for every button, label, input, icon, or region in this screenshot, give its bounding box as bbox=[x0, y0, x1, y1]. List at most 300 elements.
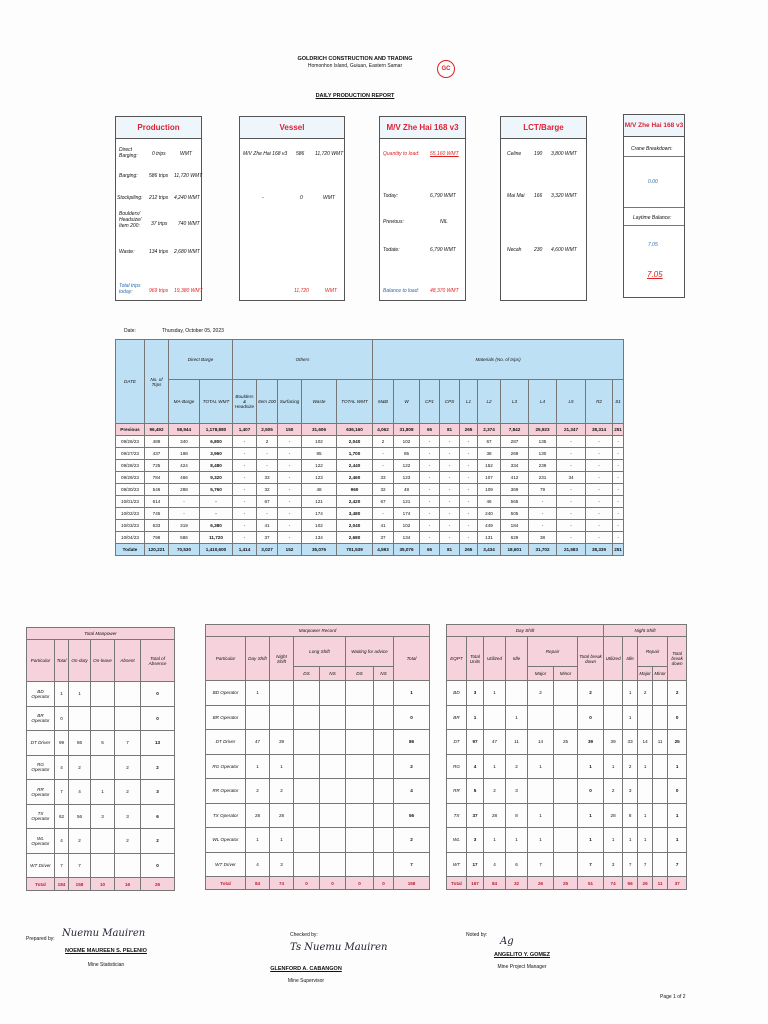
table-cell: - bbox=[586, 472, 613, 484]
table-cell: - bbox=[613, 472, 624, 484]
table-cell: 7 bbox=[69, 853, 91, 878]
checked-label: Checked by: bbox=[290, 932, 318, 938]
table-cell: 2,505 bbox=[257, 424, 278, 436]
table-cell: 152 bbox=[478, 460, 501, 472]
column-header: L4 bbox=[529, 380, 557, 424]
total-cell: 51 bbox=[578, 877, 604, 890]
table-cell bbox=[320, 803, 346, 828]
total-cell: 26 bbox=[141, 878, 175, 891]
table-cell: 1 bbox=[623, 828, 638, 853]
table-cell: 1 bbox=[467, 705, 484, 730]
table-cell bbox=[246, 705, 270, 730]
table-cell: 1 bbox=[668, 803, 687, 828]
table-cell: 123 bbox=[394, 472, 420, 484]
table-cell: - bbox=[460, 436, 478, 448]
table-cell: 1 bbox=[246, 754, 270, 779]
table-cell: 134 bbox=[302, 532, 337, 544]
table-cell: 102 bbox=[394, 520, 420, 532]
lct-trips: 230 bbox=[534, 247, 543, 253]
column-header: L1 bbox=[460, 380, 478, 424]
table-cell: - bbox=[440, 436, 460, 448]
column-header: L3 bbox=[501, 380, 529, 424]
mv-balance-label: Balance to load: bbox=[383, 288, 419, 294]
record-h-ds: DS bbox=[346, 667, 374, 681]
header-date: DATE bbox=[116, 340, 145, 424]
production-label: Boulders/ Headsize/ Item 200: bbox=[119, 211, 142, 229]
table-cell bbox=[294, 754, 320, 779]
table-cell: 2 bbox=[373, 436, 394, 448]
table-cell: 3,027 bbox=[257, 544, 278, 556]
table-cell: - bbox=[233, 436, 257, 448]
table-cell: 81 bbox=[440, 424, 460, 436]
crane-laytime-total: 7.05 bbox=[647, 270, 663, 279]
lct-box bbox=[500, 116, 587, 301]
header-direct-barge: Direct Barge bbox=[169, 340, 233, 380]
total-cell: 167 bbox=[467, 877, 484, 890]
table-cell: 46 bbox=[478, 496, 501, 508]
table-cell: 41 bbox=[373, 520, 394, 532]
table-cell: 489 bbox=[145, 436, 169, 448]
table-cell bbox=[653, 852, 668, 877]
page-footer: Page 1 of 2 bbox=[660, 994, 686, 1000]
table-cell: 33 bbox=[257, 472, 278, 484]
table-cell bbox=[294, 681, 320, 706]
table-row bbox=[27, 853, 175, 878]
equip-h-repair: Repair bbox=[638, 637, 668, 667]
table-cell bbox=[91, 706, 115, 731]
table-cell bbox=[346, 779, 374, 804]
table-cell: - bbox=[233, 520, 257, 532]
table-cell bbox=[653, 681, 668, 706]
row-label: 09/28/23 bbox=[116, 460, 145, 472]
table-cell: 7 bbox=[668, 852, 687, 877]
table-cell: 2 bbox=[115, 829, 141, 854]
table-cell: 7 bbox=[623, 852, 638, 877]
manpower-title: Total Manpower bbox=[27, 628, 175, 640]
table-row bbox=[116, 460, 624, 472]
table-cell: 109 bbox=[478, 484, 501, 496]
production-wmt: 11,720 WMT bbox=[174, 173, 203, 179]
vessel-wmt: WMT bbox=[323, 195, 335, 201]
table-cell: 6,380 bbox=[200, 520, 233, 532]
table-cell bbox=[294, 803, 320, 828]
table-row bbox=[27, 682, 175, 707]
table-cell: 2,440 bbox=[337, 460, 373, 472]
table-cell: 198 bbox=[169, 448, 200, 460]
table-row bbox=[447, 730, 687, 755]
table-row bbox=[206, 754, 430, 779]
prepared-label: Prepared by: bbox=[26, 936, 55, 942]
table-row bbox=[206, 681, 430, 706]
table-cell: 745 bbox=[145, 508, 169, 520]
table-cell: 1 bbox=[246, 828, 270, 853]
table-cell bbox=[346, 681, 374, 706]
table-cell: 2 bbox=[115, 780, 141, 805]
table-cell: 38 bbox=[529, 532, 557, 544]
table-row bbox=[27, 706, 175, 731]
production-label: Barging: bbox=[119, 173, 138, 179]
equipment-shift-table bbox=[446, 624, 687, 890]
column-header: L5 bbox=[557, 380, 586, 424]
table-cell: 614 bbox=[145, 496, 169, 508]
table-row bbox=[206, 705, 430, 730]
table-cell: 28 bbox=[604, 803, 623, 828]
table-cell: 14 bbox=[638, 730, 653, 755]
table-cell: 6,800 bbox=[200, 436, 233, 448]
table-cell: 1 bbox=[668, 754, 687, 779]
total-row bbox=[447, 877, 687, 890]
table-cell: - bbox=[278, 520, 302, 532]
table-cell: 102 bbox=[302, 436, 337, 448]
production-wmt: 4,240 WMT bbox=[174, 195, 200, 201]
table-cell: - bbox=[440, 484, 460, 496]
table-cell: 2 bbox=[141, 755, 175, 780]
table-cell: - bbox=[586, 484, 613, 496]
table-cell bbox=[554, 828, 578, 853]
table-cell: 4 bbox=[484, 852, 506, 877]
total-cell: 32 bbox=[506, 877, 528, 890]
header-materials: Materials (No. of trips) bbox=[373, 340, 624, 380]
row-label: DT Driver bbox=[27, 731, 55, 756]
table-row bbox=[116, 532, 624, 544]
table-cell bbox=[320, 779, 346, 804]
prepared-name: NOEME MAUREEN S. PELENIO bbox=[65, 948, 147, 954]
record-h-ns: NS bbox=[374, 667, 394, 681]
table-cell: 424 bbox=[169, 460, 200, 472]
table-cell: - bbox=[440, 532, 460, 544]
prepared-signature: Nuemu Mauiren bbox=[62, 928, 146, 939]
total-cell: 26 bbox=[638, 877, 653, 890]
equip-h-major: Major bbox=[528, 667, 554, 681]
row-label: 10/01/23 bbox=[116, 496, 145, 508]
table-row bbox=[116, 448, 624, 460]
divider bbox=[624, 156, 684, 157]
table-cell: 1 bbox=[623, 705, 638, 730]
total-cell: 84 bbox=[246, 877, 270, 890]
table-cell: 6 bbox=[506, 852, 528, 877]
table-cell bbox=[653, 779, 668, 804]
table-cell: 1 bbox=[91, 780, 115, 805]
table-cell bbox=[374, 730, 394, 755]
vessel-name: M/V Zhe Hai 168 v3 bbox=[243, 151, 288, 157]
table-cell: 1 bbox=[604, 828, 623, 853]
table-cell: 251 bbox=[613, 544, 624, 556]
table-cell: 58,944 bbox=[169, 424, 200, 436]
table-cell: 34 bbox=[557, 472, 586, 484]
row-label: DT Driver bbox=[206, 730, 246, 755]
table-cell: 1 bbox=[484, 828, 506, 853]
table-cell: - bbox=[613, 448, 624, 460]
table-cell: - bbox=[278, 448, 302, 460]
table-cell: 86 bbox=[69, 731, 91, 756]
equip-h-idle: Idle bbox=[506, 637, 528, 681]
table-cell bbox=[554, 705, 578, 730]
table-cell: 231 bbox=[529, 472, 557, 484]
table-cell: 4 bbox=[246, 852, 270, 877]
table-cell: 2 bbox=[257, 436, 278, 448]
table-cell: 1 bbox=[578, 828, 604, 853]
table-cell bbox=[346, 730, 374, 755]
table-cell: 1 bbox=[246, 681, 270, 706]
table-cell: 1 bbox=[528, 828, 554, 853]
row-label: Todate bbox=[116, 544, 145, 556]
table-cell: - bbox=[557, 436, 586, 448]
total-cell: Total bbox=[27, 878, 55, 891]
production-wmt: 740 WMT bbox=[178, 221, 200, 227]
table-cell bbox=[554, 803, 578, 828]
total-cell: 26 bbox=[528, 877, 554, 890]
table-cell: 2,040 bbox=[337, 436, 373, 448]
total-cell: 25 bbox=[554, 877, 578, 890]
report-title: DAILY PRODUCTION REPORT bbox=[315, 93, 395, 99]
table-cell: - bbox=[613, 496, 624, 508]
table-cell: - bbox=[278, 496, 302, 508]
table-cell: 86 bbox=[394, 730, 430, 755]
table-row bbox=[27, 829, 175, 854]
production-total-wmt: 19,380 WMT bbox=[174, 288, 203, 294]
table-row bbox=[27, 780, 175, 805]
table-cell: 107 bbox=[478, 472, 501, 484]
table-cell: 65 bbox=[420, 544, 440, 556]
column-header: L2 bbox=[478, 380, 501, 424]
table-cell: 2 bbox=[394, 828, 430, 853]
row-label: 09/26/23 bbox=[116, 436, 145, 448]
table-cell bbox=[554, 681, 578, 706]
company-address: Homonhon Island, Guiuan, Eastern Samar bbox=[307, 63, 403, 69]
table-cell: 2 bbox=[115, 755, 141, 780]
equip-h-utilized: Utilized bbox=[484, 637, 506, 681]
production-trips: 586 trips bbox=[149, 173, 169, 179]
row-label: BD Operator bbox=[27, 682, 55, 707]
equip-h-minor: Minor bbox=[653, 667, 668, 681]
table-cell: 38 bbox=[478, 448, 501, 460]
table-cell: 2 bbox=[394, 754, 430, 779]
production-label: Direct Barging: bbox=[119, 147, 138, 159]
table-cell: - bbox=[233, 496, 257, 508]
table-cell: 3,434 bbox=[478, 544, 501, 556]
table-cell: 4 bbox=[69, 780, 91, 805]
table-cell: - bbox=[233, 508, 257, 520]
total-manpower-table bbox=[26, 627, 175, 891]
lct-name: Celine bbox=[507, 151, 522, 157]
table-cell: - bbox=[613, 436, 624, 448]
table-cell: 2 bbox=[69, 829, 91, 854]
table-cell: 2,374 bbox=[478, 424, 501, 436]
table-cell bbox=[270, 705, 294, 730]
table-cell: 725 bbox=[145, 460, 169, 472]
table-cell: 288 bbox=[169, 484, 200, 496]
record-h-long: Long Shift bbox=[294, 637, 346, 667]
row-label: WL Operator bbox=[206, 828, 246, 853]
mv-quantity-label: Quantity to load: bbox=[383, 151, 420, 157]
mv-today: 6,790 WMT bbox=[430, 193, 456, 199]
table-row bbox=[116, 472, 624, 484]
table-row bbox=[447, 681, 687, 706]
table-cell: 33 bbox=[373, 472, 394, 484]
table-cell: 25 bbox=[668, 730, 687, 755]
table-cell: 4 bbox=[55, 829, 69, 854]
table-cell: 2 bbox=[638, 681, 653, 706]
production-label: Waste: bbox=[119, 249, 135, 255]
production-trips: 134 trips bbox=[149, 249, 169, 255]
table-cell: 174 bbox=[394, 508, 420, 520]
table-cell: 33 bbox=[623, 730, 638, 755]
table-cell bbox=[374, 754, 394, 779]
lct-trips: 166 bbox=[534, 193, 543, 199]
table-cell: 25,923 bbox=[529, 424, 557, 436]
row-label: RG Operator bbox=[206, 754, 246, 779]
table-cell: 122 bbox=[302, 460, 337, 472]
header-others: Others bbox=[233, 340, 373, 380]
checked-signature-block bbox=[256, 966, 356, 984]
vessel-trips: 0 bbox=[300, 195, 303, 201]
table-cell: 6 bbox=[91, 731, 115, 756]
noted-label: Noted by: bbox=[466, 932, 488, 938]
table-cell: 265 bbox=[460, 544, 478, 556]
table-cell bbox=[320, 852, 346, 877]
table-row bbox=[116, 484, 624, 496]
record-title: Manpower Record bbox=[206, 625, 430, 637]
table-cell: - bbox=[420, 532, 440, 544]
table-cell: 56 bbox=[394, 803, 430, 828]
table-cell: 31,702 bbox=[529, 544, 557, 556]
table-cell: 18,601 bbox=[501, 544, 529, 556]
table-cell: - bbox=[373, 448, 394, 460]
mv-title: M/V Zhe Hai 168 v3 bbox=[380, 117, 465, 139]
table-cell: 28 bbox=[270, 803, 294, 828]
table-cell: 340 bbox=[169, 436, 200, 448]
table-row bbox=[206, 852, 430, 877]
table-cell: 319 bbox=[169, 520, 200, 532]
table-cell: 25 bbox=[554, 730, 578, 755]
table-cell: 2,040 bbox=[337, 520, 373, 532]
table-cell: 81 bbox=[440, 544, 460, 556]
row-label: RR bbox=[447, 779, 467, 804]
table-row bbox=[447, 803, 687, 828]
column-header: W bbox=[394, 380, 420, 424]
production-trips: 212 trips bbox=[149, 195, 169, 201]
manpower-record-table bbox=[205, 624, 430, 890]
table-cell: 2,460 bbox=[337, 472, 373, 484]
table-cell: 37 bbox=[373, 532, 394, 544]
table-cell: 31,808 bbox=[394, 424, 420, 436]
equip-h-break: Total break down bbox=[578, 637, 604, 681]
table-cell: 1 bbox=[270, 828, 294, 853]
row-label: WT Driver bbox=[27, 853, 55, 878]
table-cell: 0 bbox=[578, 705, 604, 730]
row-label: WL bbox=[447, 828, 467, 853]
table-cell bbox=[91, 682, 115, 707]
column-header: MA-Barge bbox=[169, 380, 200, 424]
table-cell: 701,539 bbox=[337, 544, 373, 556]
table-cell: - bbox=[460, 472, 478, 484]
record-h-particular: Particular bbox=[206, 637, 246, 681]
row-label: 10/04/23 bbox=[116, 532, 145, 544]
table-cell: 287 bbox=[501, 436, 529, 448]
table-cell bbox=[115, 853, 141, 878]
table-cell: 2 bbox=[528, 681, 554, 706]
row-label: BR bbox=[447, 705, 467, 730]
row-label: TX Operator bbox=[27, 804, 55, 829]
crane-laytime: 7.05 bbox=[648, 242, 658, 248]
table-cell: 1,700 bbox=[337, 448, 373, 460]
table-cell: 2 bbox=[69, 755, 91, 780]
table-cell: 7 bbox=[638, 852, 653, 877]
table-cell bbox=[320, 705, 346, 730]
equip-h-break: Total break down bbox=[668, 637, 687, 681]
table-cell: 636,160 bbox=[337, 424, 373, 436]
table-cell: 67 bbox=[257, 496, 278, 508]
table-cell bbox=[294, 705, 320, 730]
production-total-label: Total trips today: bbox=[119, 283, 141, 295]
table-row bbox=[447, 852, 687, 877]
lct-name: Mai Mai bbox=[507, 193, 525, 199]
table-cell: 174 bbox=[302, 508, 337, 520]
company-name: GOLDRICH CONSTRUCTION AND TRADING bbox=[297, 56, 413, 62]
column-header: CP1 bbox=[420, 380, 440, 424]
row-label: RG Operator bbox=[27, 755, 55, 780]
divider bbox=[624, 225, 684, 226]
table-cell: 121 bbox=[394, 496, 420, 508]
table-cell: 3 bbox=[141, 780, 175, 805]
mv-previous-label: Previous: bbox=[383, 219, 404, 225]
table-cell: - bbox=[440, 448, 460, 460]
table-cell: 4,062 bbox=[373, 424, 394, 436]
row-label: 09/29/23 bbox=[116, 472, 145, 484]
production-label: Stockpiling: bbox=[117, 195, 143, 201]
table-row bbox=[27, 755, 175, 780]
row-label: TX bbox=[447, 803, 467, 828]
table-cell: 1 bbox=[528, 803, 554, 828]
table-cell: 505 bbox=[501, 508, 529, 520]
table-cell: 3 bbox=[91, 804, 115, 829]
row-label: Previous bbox=[116, 424, 145, 436]
table-cell: 150 bbox=[278, 424, 302, 436]
table-cell: - bbox=[460, 448, 478, 460]
table-cell: - bbox=[420, 472, 440, 484]
table-cell: - bbox=[557, 448, 586, 460]
table-cell: 586 bbox=[169, 532, 200, 544]
table-cell bbox=[506, 681, 528, 706]
date-label: Date: bbox=[124, 328, 136, 334]
vessel-box bbox=[239, 116, 345, 301]
table-cell bbox=[374, 828, 394, 853]
table-cell bbox=[528, 779, 554, 804]
crane-laytime-label: Laytime Balance: bbox=[633, 215, 672, 221]
vessel-wmt: 11,720 WMT bbox=[315, 151, 344, 157]
table-cell: 3 bbox=[270, 852, 294, 877]
table-cell: 2 bbox=[270, 779, 294, 804]
column-header: On-duty bbox=[69, 640, 91, 682]
table-cell: 5 bbox=[467, 779, 484, 804]
table-cell: 784 bbox=[145, 472, 169, 484]
table-cell: 3,480 bbox=[337, 508, 373, 520]
table-cell: - bbox=[440, 508, 460, 520]
mv-today-label: Today: bbox=[383, 193, 398, 199]
table-cell: - bbox=[557, 532, 586, 544]
table-row bbox=[206, 779, 430, 804]
table-cell: 1,410,600 bbox=[200, 544, 233, 556]
table-cell: - bbox=[613, 520, 624, 532]
table-cell bbox=[346, 828, 374, 853]
table-cell: - bbox=[529, 508, 557, 520]
table-cell: 334 bbox=[501, 460, 529, 472]
table-cell: 798 bbox=[145, 532, 169, 544]
table-cell: 0 bbox=[668, 705, 687, 730]
table-cell: - bbox=[557, 484, 586, 496]
table-cell: 412 bbox=[501, 472, 529, 484]
table-cell: 4 bbox=[394, 779, 430, 804]
